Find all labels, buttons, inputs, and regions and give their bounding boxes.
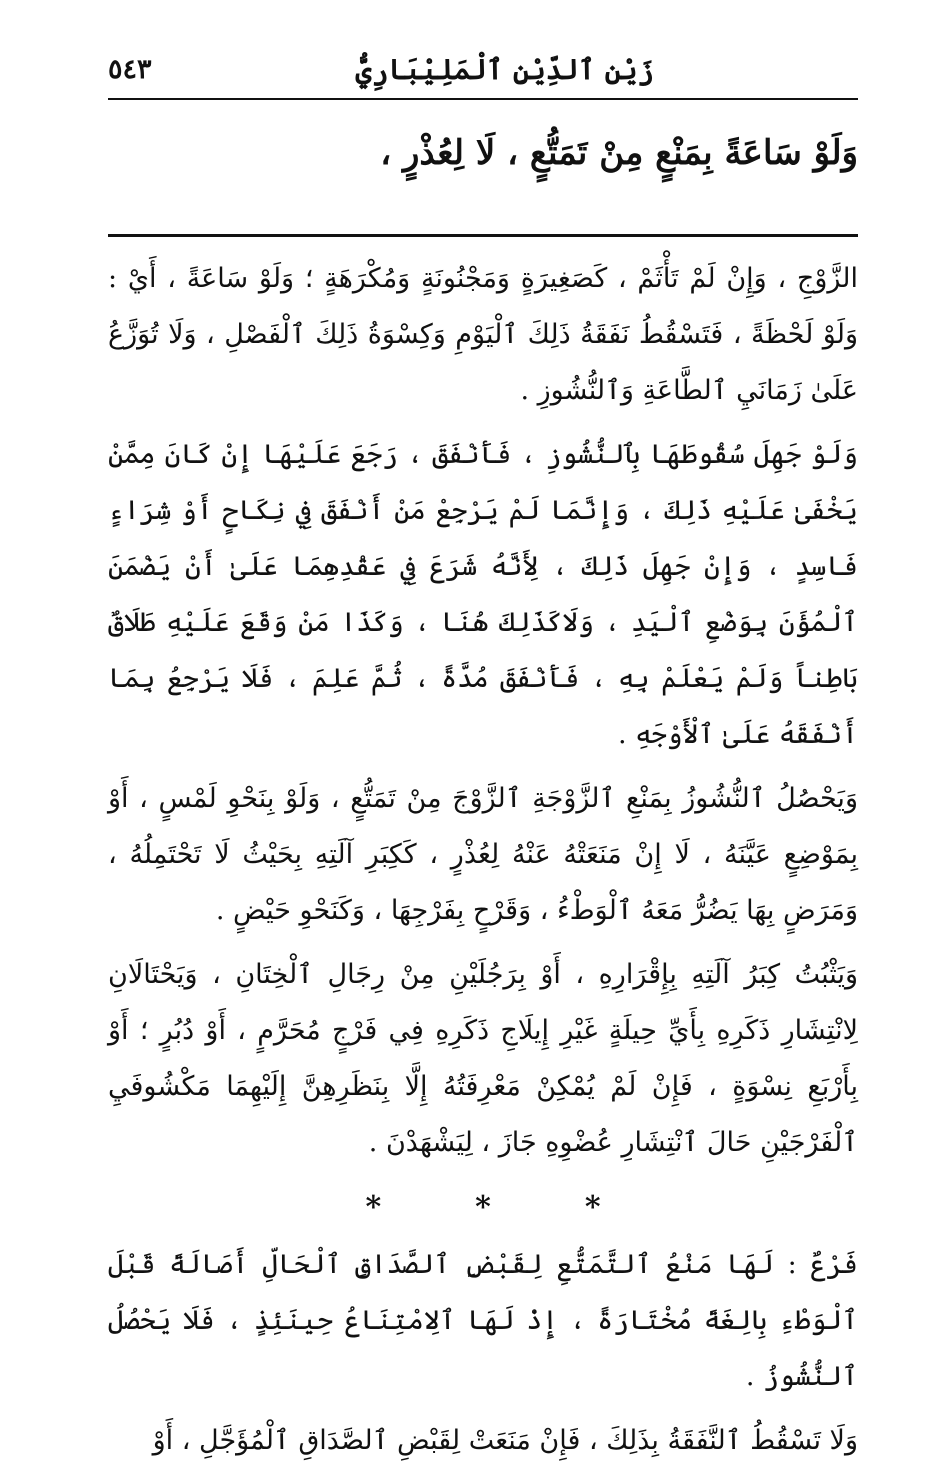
matn-text: وَلَوْ سَاعَةً بِمَنْعٍ مِنْ تَمَتُّعٍ ، لَا لِعُذْرٍ ، <box>380 133 858 173</box>
star-ornament: * <box>365 1190 382 1225</box>
commentary-body <box>108 237 858 1469</box>
commentary-paragraph: وَيَثْبُتُ كِبَرُ آلَتِهِ بِإِقْرَارِهِ ، أَوْ بِرَجُلَيْنِ مِنْ رِجَالِ ٱلْخِتَانِ ، وَيَحْتَالَانِ لِانْتِشَارِ ذَكَرِهِ بِأَيِّ حِيلَةٍ غَيْرِ إِيلَاجِ ذَكَرِهِ فِي فَرْجٍ مُحَرَّمٍ ، أَوْ دُبُرٍ ؛ أَوْ بِأَرْبَعِ نِسْوَةٍ ، فَإِنْ لَمْ يُمْكِنْ مَعْرِفَتُهُ إِلَّا بِنَظَرِهِنَّ إِلَيْهِمَا مَكْشُوفَيِ ٱلْفَرْجَيْنِ حَالَ ٱنْتِشَارِ عُضْوِهِ جَازَ ، لِيَشْهَدْنَ . <box>108 959 858 1158</box>
book-page <box>108 40 858 1477</box>
page-number: ٥٤٣ <box>108 53 152 85</box>
branch-paragraph: فَرْعٌ : لَهَا مَنْعُ ٱلتَّمَتُّعِ لِقَبْضِ ٱلصَّدَاقِ ٱلْحَالِّ أَصَالَةً قَبْلَ ٱلْوَطْءِ بِالِغَةً مُخْتَارَةً ، إِذْ لَهَا ٱلِامْتِنَاعُ حِينَئِذٍ ، فَلَا يَحْصُلُ ٱلنُّشُوزُ . <box>108 1249 858 1392</box>
branch-paragraph: وَلَا تَسْقُطُ ٱلنَّفَقَةُ بِذَلِكَ ، فَإِنْ مَنَعَتْ لِقَبْضِ ٱلصَّدَاقِ ٱلْمُؤَجَّلِ ، أَوْ <box>152 1425 858 1456</box>
commentary-paragraph: الزَّوْجِ ، وَإِنْ لَمْ تَأْثَمْ ، كَصَغِيرَةٍ وَمَجْنُونَةٍ وَمُكْرَهَةٍ ؛ وَلَوْ سَاعَةً ، أَيْ : وَلَوْ لَحْظَةً ، فَتَسْقُطُ نَفَقَةُ ذَلِكَ ٱلْيَوْمِ وَكِسْوَةُ ذَلِكَ ٱلْفَصْلِ ، وَلَا تُوَزَّعُ عَلَىٰ زَمَانَيِ ٱلطَّاعَةِ وَٱلنُّشُوزِ . <box>108 263 858 406</box>
section-break <box>108 1179 858 1237</box>
page-header <box>108 40 858 100</box>
commentary-paragraph: وَلَوْ جَهِلَ سُقُوطَهَا بِٱلنُّشُوزِ ، فَأَنْفَقَ ، رَجَعَ عَلَيْهَا إِنْ كَانَ مِمَّنْ يَخْفَىٰ عَلَيْهِ ذَلِكَ ، وَإِنَّمَا لَمْ يَرْجِعْ مَنْ أَنْفَقَ فِي نِكَاحٍ أَوْ شِرَاءٍ فَاسِدٍ ، وَإِنْ جَهِلَ ذَلِكَ ، لِأَنَّهُ شَرَعَ فِي عَقْدِهِمَا عَلَىٰ أَنْ يَضْمَنَ ٱلْمُؤَنَ بِوَضْعِ ٱلْيَدِ ، وَلَاكَذَلِكَ هُنَا ، وَكَذَا مَنْ وَقَعَ عَلَيْهِ طَلَاقٌ بَاطِناً وَلَمْ يَعْلَمْ بِهِ ، فَأَنْفَقَ مُدَّةً ، ثُمَّ عَلِمَ ، فَلَا يَرْجِعُ بِمَا أَنْفَقَهُ عَلَىٰ ٱلْأَوْجَهِ . <box>108 439 858 750</box>
running-title: زَيْن ٱلدِّيْنِ ٱلْمَلِيْبَارِيُّ <box>355 52 654 86</box>
star-ornament: * <box>584 1190 601 1225</box>
commentary-paragraph: وَيَحْصُلُ ٱلنُّشُوزُ بِمَنْعِ ٱلزَّوْجَةِ ٱلزَّوْجَ مِنْ تَمَتُّعٍ ، وَلَوْ بِنَحْوِ لَمْسٍ ، أَوْ بِمَوْضِعٍ عَيَّنَهُ ، لَا إِنْ مَنَعَتْهُ عَنْهُ لِعُذْرٍ ، كَكِبَرِ آلَتِهِ بِحَيْثُ لَا تَحْتَمِلُهُ ، وَمَرَضٍ بِهَا يَضُرُّ مَعَهُ ٱلْوَطْءُ ، وَقَرْحٍ بِفَرْجِهَا ، وَكَنَحْوِ حَيْضٍ . <box>108 783 858 926</box>
star-ornament: * <box>475 1190 491 1225</box>
